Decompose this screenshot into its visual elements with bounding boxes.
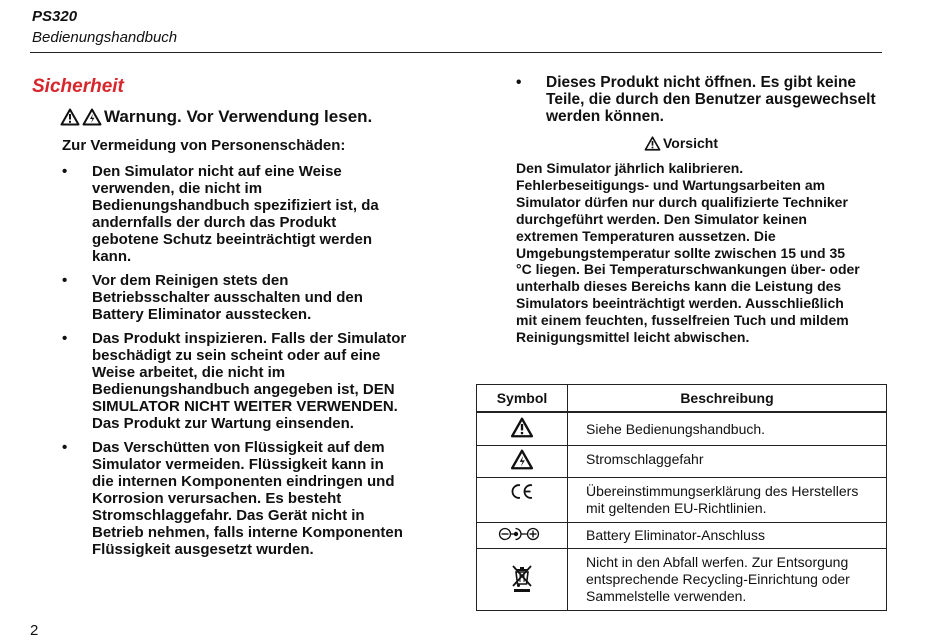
list-item-text: Das Produkt inspizieren. Falls der Simulator beschädigt zu sein scheint oder auf eine Weise arbeitet, die nicht im Bedienungshandbuch angegeben ist, DEN SIMULATOR NICHT WEITER VERWENDEN. Das Produkt zur Wartung einsenden. [92, 330, 407, 432]
warning-list-left [62, 163, 407, 565]
warning-heading [60, 107, 372, 127]
list-item [516, 74, 876, 125]
caution-heading [644, 135, 718, 151]
symbol-cell [477, 412, 568, 445]
bullet-dot: • [62, 439, 68, 456]
description-cell: Nicht in den Abfall werfen. Zur Entsorgung entsprechende Recycling-Einrichtung oder Sammelstelle verwenden. [568, 548, 887, 610]
section-title: Sicherheit [32, 76, 124, 97]
table-header-row [477, 385, 887, 413]
caution-heading-text: Vorsicht [663, 135, 718, 151]
symbol-cell [477, 445, 568, 477]
list-item-text: Das Verschütten von Flüssigkeit auf dem Simulator vermeiden. Flüssigkeit kann in die internen Komponenten eindringen und Korrosion verursachen. Es besteht Stromschlaggefahr. Das Gerät nicht in Betrieb nehmen, falls interne Komponenten Flüssigkeit ausgesetzt wurden. [92, 439, 403, 558]
list-item [62, 330, 407, 432]
list-item [62, 439, 407, 558]
warning-triangle-icon [644, 136, 661, 151]
list-item-text: Den Simulator nicht auf eine Weise verwenden, die nicht im Bedienungshandbuch spezifiziert ist, da andernfalls der durch das Produkt gebotene Schutz beeinträchtigt werden kann. [92, 163, 379, 265]
warning-heading-text: Warnung. Vor Verwendung lesen. [104, 107, 373, 126]
table-row [477, 445, 887, 477]
table-row [477, 412, 887, 445]
warning-subheading: Zur Vermeidung von Personenschäden: [62, 137, 346, 154]
symbol-cell [477, 477, 568, 522]
header-divider [30, 52, 882, 53]
table-row [477, 477, 887, 522]
warning-triangle-icon [510, 417, 534, 438]
header-subtitle: Bedienungshandbuch [32, 29, 178, 46]
list-item [62, 163, 407, 265]
header-model: PS320 [32, 8, 78, 25]
caution-text: Den Simulator jährlich kalibrieren. Fehlerbeseitigungs- und Wartungsarbeiten am Simulator dürfen nur durch qualifizierte Techniker durchgeführt werden. Den Simulator keinen extremen Temperaturen aussetzen. Die Umgebungstemperatur sollte zwischen 15 und 35 °C liegen. Bei Temperaturschwankungen über- oder unterhalb dieses Bereichs kann die Leistung des Simulators beeinträchtigt werden. Ausschließlich mit einem feuchten, fusselfreien Tuch und mildem Reinigungsmittel leicht abwischen. [516, 160, 860, 346]
table-row [477, 522, 887, 548]
list-item-text: Dieses Produkt nicht öffnen. Es gibt keine Teile, die durch den Benutzer ausgewechselt werden können. [546, 74, 876, 125]
shock-hazard-icon [510, 449, 534, 470]
table-row [477, 548, 887, 610]
column-header-symbol: Symbol [477, 385, 568, 413]
description-cell: Battery Eliminator-Anschluss [568, 522, 887, 548]
bullet-dot: • [62, 330, 68, 347]
warning-triangle-icon [60, 108, 80, 126]
list-item-text: Vor dem Reinigen stets den Betriebsschalter ausschalten und den Battery Eliminator ausstecken. [92, 272, 363, 323]
bullet-dot: • [62, 163, 68, 180]
bullet-dot: • [516, 74, 522, 91]
shock-hazard-icon [82, 108, 102, 126]
symbol-cell [477, 548, 568, 610]
list-item [62, 272, 407, 323]
description-cell: Siehe Bedienungshandbuch. [568, 412, 887, 445]
page-number: 2 [30, 622, 39, 639]
warning-list-right [516, 74, 876, 132]
description-cell: Stromschlaggefahr [568, 445, 887, 477]
symbol-cell [477, 522, 568, 548]
weee-bin-icon [510, 563, 534, 593]
description-cell: Übereinstimmungserklärung des Herstellers mit geltenden EU-Richtlinien. [568, 477, 887, 522]
bullet-dot: • [62, 272, 68, 289]
symbol-table [476, 384, 887, 611]
battery-eliminator-icon [498, 527, 546, 541]
ce-mark-icon [509, 483, 535, 500]
column-header-description: Beschreibung [568, 385, 887, 413]
